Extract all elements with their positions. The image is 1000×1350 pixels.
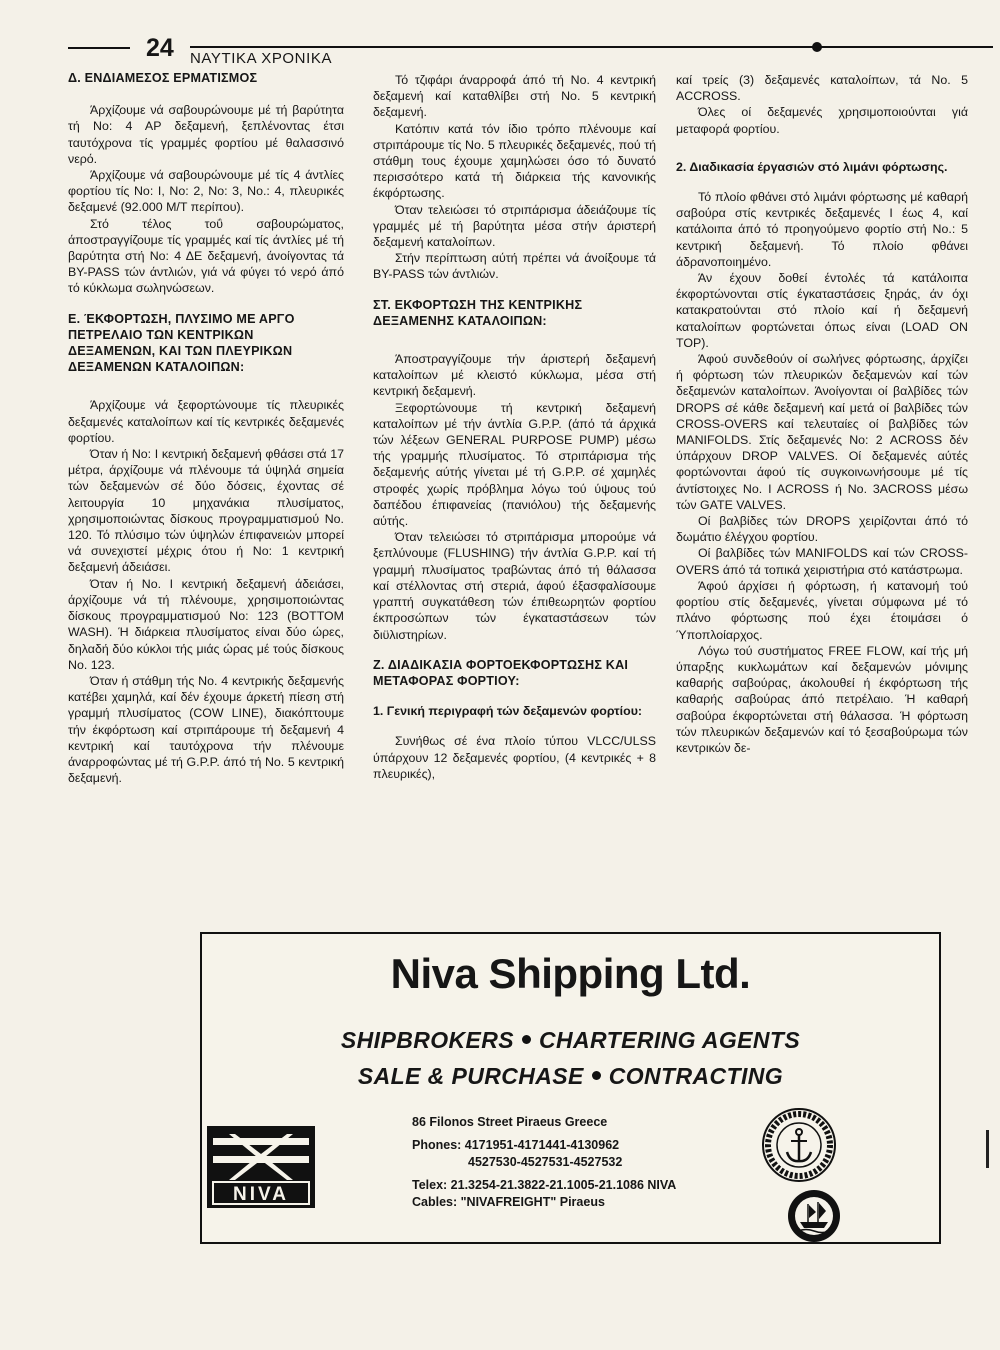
- paragraph: Άρχίζουμε νά ξεφορτώνουμε τίς πλευρικές δεξαμενές καταλοίπων καί τίς κεντρικές δεξαμενές φορτίου.: [68, 398, 344, 445]
- ad-telex: Telex: 21.3254-21.3822-21.1005-21.1086 NIVA: [412, 1178, 677, 1192]
- paragraph: Όταν τελειώσει τό στριπάρισμα μπορούμε νά ξεπλύνουμε (FLUSHING) τήν άντλία G.P.P. καί τή γραμμή πλυσίματος τραβώντας άπό τή θάλασσα καί στέλλοντας στή στεριά, άφού έξασφαλίσουμε γραπτή συγκατάθεση τών έπιθεωρητών φορτίου έκπροσώπων τών έγκαταστάσεων τών διϋλιστηρίων.: [373, 530, 656, 642]
- article-column-1: [68, 70, 344, 786]
- ad-service: CHARTERING AGENTS: [539, 1027, 801, 1053]
- ship-seal-icon: [786, 1188, 842, 1244]
- article-column-3: [676, 72, 968, 756]
- header-rule-right: [190, 46, 993, 48]
- header-dot: [812, 42, 822, 52]
- paragraph: καί τρείς (3) δεξαμενές καταλοίπων, τά Νο. 5 ACCROSS.: [676, 73, 968, 104]
- niva-logo: [205, 1124, 317, 1210]
- scan-edge-mark: [986, 1130, 989, 1168]
- advertisement-niva: [200, 932, 941, 1244]
- paragraph: Όταν τελειώσει τό στριπάρισμα άδειάζουμε τίς γραμμές μέ τή βαρύτητα μέσα στήν άριστερή δεξαμενή καταλοίπων.: [373, 202, 656, 250]
- ad-phones: Phones: 4171951-4171441-4130962: [412, 1138, 620, 1152]
- logo-text: NIVA: [233, 1184, 289, 1205]
- paragraph: Στό τέλος τοΰ σαβουρώματος, άποστραγγίζουμε τίς γραμμές καί τίς άντλίες μέ τή βαρύτητα στή Νο: 4 ΔΕ δεξαμενή, άνοίγοντας τά BY-PASS τών άντλιών, γιά νά φύγει τό νερό άπό τό κύκλωμα σωληνώσεων.: [68, 216, 344, 296]
- paragraph: Στήν περίπτωση αύτή πρέπει νά άνοίξουμε τά BY-PASS τών άντλιών.: [373, 251, 656, 282]
- article-column-2: [373, 72, 656, 782]
- section-heading-st: ΣΤ. ΕΚΦΟΡΤΩΣΗ ΤΗΣ ΚΕΝΤΡΙΚΗΣ ΔΕΞΑΜΕΝΗΣ ΚΑΤΑΛΟΙΠΩΝ:: [373, 297, 583, 328]
- paragraph: Άρχίζουμε νά σαβουρώνουμε μέ τή βαρύτητα τή Νο: 4 ΑΡ δεξαμενή, ξεπλένοντας έτσι ταυτόχρονα τίς γραμμές φορτίου μέ θαλασσινό νερό.: [68, 103, 344, 166]
- paragraph: Άφού συνδεθούν οί σωλήνες φόρτωσης, άρχίζει ή φόρτωση τών πλευρικών δεξαμενών καί τών δεξαμενών καταλοίπων. Άνοίγονται οί βαλβίδες τών DROPS σέ κάθε δεξαμενή καί μετά οί βαλβίδες τών CROSS-OVERS καί τελευταίες οί βαλβίδες τών MANIFOLDS. Στίς δεξαμενές Νο: 2 ACROSS δέν ύπάρχουν DROP VALVES. Οί δεξαμενές αύτές φορτώνονται άφού τίς συγκοινωνήσουμε μέ τίς άντίστοιχες Νο. I ACROSS ή Νο. 3ACROSS μέσω τών GATE VALVES.: [676, 352, 968, 512]
- paragraph: Κατόπιν κατά τόν ίδιο τρόπο πλένουμε καί στριπάρουμε τίς Νο. 5 πλευρικές δεξαμενές, πού τή στάθμη τους έχουμε χαμηλώσει όσο τό δυνατό περισσότερο κατά τή διάρκεια τής κανονικής έκφόρτωσης.: [373, 121, 656, 201]
- section-heading-z: Ζ. ΔΙΑΔΙΚΑΣΙΑ ΦΟΡΤΟΕΚΦΟΡΤΩΣΗΣ ΚΑΙ ΜΕΤΑΦΟΡΑΣ ΦΟΡΤΙΟΥ:: [373, 657, 629, 688]
- ad-services-line-1: [202, 1026, 939, 1054]
- ad-cables: Cables: "NIVAFREIGHT" Piraeus: [412, 1195, 605, 1209]
- section-heading-e: Ε. ΈΚΦΟΡΤΩΣΗ, ΠΛΥΣΙΜΟ ΜΕ ΑΡΓΟ ΠΕΤΡΕΛΑΙΟ ΤΩΝ ΚΕΝΤΡΙΚΩΝ ΔΕΞΑΜΕΝΩΝ, ΚΑΙ ΤΩΝ ΠΛΕΥΡΙΚΩΝ ΔΕΞΑΜΕΝΩΝ ΚΑΤΑΛΟΙΠΩΝ:: [68, 311, 295, 375]
- page-number: 24: [146, 34, 174, 62]
- paragraph: Όλες οί δεξαμενές χρησιμοποιούνται γιά μεταφορά φορτίου.: [676, 105, 968, 136]
- paragraph: Τό τζιφάρι άναρροφά άπό τή Νο. 4 κεντρική δεξαμενή καί καταθλίβει στή Νο. 5 κεντρική δεξαμενή.: [373, 73, 656, 120]
- paragraph: Τό πλοίο φθάνει στό λιμάνι φόρτωσης μέ καθαρή σαβούρα στίς κεντρικές δεξαμενές I έως 4, καί κατάλοιπα άπό τό προηγούμενο φορτίο στή Νο.: 5 κεντρική δεξαμενή. Τό πλοίο φθάνει άδρανοποιημένο.: [676, 190, 968, 269]
- ad-phones-cont: 4527530-4527531-4527532: [468, 1155, 623, 1169]
- ad-contact-block: [412, 1114, 676, 1211]
- ad-service: SALE & PURCHASE: [357, 1063, 584, 1089]
- paragraph: Όταν ή Νο. I κεντρική δεξαμενή άδειάσει, άρχίζουμε νά τή πλένουμε, χρησιμοποιώντας δίσκους προγραμματισμού Νο: 123 (BOTTOM WASH). Ή διάρκεια πλυσίματος είναι δύο ώρες, δηλαδή δύο κύκλοι τής μιάς ώρας μέ τούς δίσκους Νο. 123.: [68, 576, 344, 672]
- paragraph: Άρχίζουμε νά σαβουρώνουμε μέ τίς 4 άντλίες φορτίου τίς Νο: I, Νο: 2, Νο: 3, Νο.: 4, πλευρικές δεξαμενέ (92.000 Μ/Τ περίπου).: [68, 168, 344, 215]
- section-heading-d: Δ. ΕΝΔΙΑΜΕΣΟΣ ΕΡΜΑΤΙΣΜΟΣ: [68, 71, 258, 85]
- ad-company-name: Niva Shipping Ltd.: [390, 950, 751, 997]
- paragraph: Οί βαλβίδες τών DROPS χειρίζονται άπό τό δωμάτιο έλέγχου φορτίου.: [676, 514, 968, 545]
- bullet-icon: [522, 1035, 531, 1044]
- ad-service: SHIPBROKERS: [340, 1027, 514, 1053]
- subsection-heading-2: 2. Διαδικασία έργασιών στό λιμάνι φόρτωσης.: [676, 159, 948, 174]
- paragraph: Οί βαλβίδες τών MANIFOLDS καί τών CROSS-OVERS άπό τά τοπικά χειριστήρια στό κατάστρωμα.: [676, 546, 968, 577]
- ad-services-line-2: [202, 1062, 939, 1090]
- ad-service: CONTRACTING: [608, 1063, 784, 1089]
- ad-address: 86 Filonos Street Piraeus Greece: [412, 1115, 608, 1129]
- anchor-seal-icon: [760, 1106, 838, 1184]
- bullet-icon: [592, 1071, 601, 1080]
- header-rule-left: [68, 47, 130, 49]
- paragraph: Λόγω τού συστήματος FREE FLOW, καί τής μή ύπαρξης κυκλωμάτων καί δεξαμενών μόνιμης καθαρής σαβούρας, άκολουθεί ή έκφόρτωση τής καθαρής σαβούρας άπό πετρέλαιο. Ή καθαρή σαβούρα έκφορτώνεται στή θάλασσα. Ή φόρτωση τών πλευρικών δεξαμενών καί τό ξεσαβούρωμα τών κεντρικών δε-: [676, 643, 968, 755]
- paragraph: Άποστραγγίζουμε τήν άριστερή δεξαμενή καταλοίπων μέ κλειστό κύκλωμα, μέσα στή κεντρική δεξαμενή.: [373, 352, 656, 399]
- paragraph: Άφού άρχίσει ή φόρτωση, ή κατανομή τού φορτίου στίς δεξαμενές, γίνεται σύμφωνα μέ τό πλάνο φόρτωσης πού έχει έτοιμάσει ό Ύποπλοίαρχος.: [676, 578, 968, 642]
- paragraph: Ξεφορτώνουμε τή κεντρική δεξαμενή καταλοίπων μέ τήν άντλία G.P.P. (άπό τά άρχικά τών λέξεων GENERAL PURPOSE PUMP) μέσω τής γραμμής πλυσίματος. Τό στριπάρισμα τής δεξαμενής αύτής γίνεται μέ τή G.P.P. σέ χαμηλές στροφές χωρίς πρόβλημα λόγω τού ύψους τού δαπέδου έπιφανείας (πανιόλου) τής δεξαμενής αύτής.: [373, 400, 656, 529]
- paragraph: Όταν ή στάθμη τής Νο. 4 κεντρικής δεξαμενής κατέβει χαμηλά, καί δέν έχουμε άρκετή πίεση στή γραμμή πλυσίματος (COW LINE), διακόπτουμε τήν έκφόρτωση καί στριπάρουμε τή δεξαμενή 4 κεντρική καί ταυτόχρονα τήν πλένουμε άναρροφώντας μέ τή G.P.P. άπό τή Νο. 5 κεντρική δεξαμενή.: [68, 673, 344, 786]
- paragraph: Συνήθως σέ ένα πλοίο τύπου VLCC/ULSS ύπάρχουν 12 δεξαμενές φορτίου, (4 κεντρικές + 8 πλευρικές),: [373, 734, 656, 781]
- subsection-heading-1: 1. Γενική περιγραφή τών δεξαμενών φορτίου:: [373, 704, 643, 719]
- paragraph: Όταν ή Νο: I κεντρική δεξαμενή φθάσει στά 17 μέτρα, άρχίζουμε νά πλένουμε τά ύψηλά σημεία τών δεξαμενών σέ δύο δόσεις, έχοντας σέ λειτουργία 10 μηχανάκια πλυσίματος, χρησιμοποιώντας δίσκους προγραμματισμού Νο. 120. Τό πλύσιμο τών ύψηλών έπιφανειών μπορεί νά συνεχιστεί μέχρις ότου ή Νο: 1 κεντρική δεξαμενή άδειάσει.: [68, 447, 344, 575]
- publication-title: ΝΑΥΤΙΚΑ ΧΡΟΝΙΚΑ: [190, 50, 333, 67]
- paragraph: Άν έχουν δοθεί έντολές τά κατάλοιπα έκφορτώνονται στίς έγκαταστάσεις ξηράς, άν όχι κατακρατούνται στό πλοίο καί ή δεξαμενή καταλοίπων φορτώνεται όπως είναι (LOAD ON TOP).: [676, 271, 968, 350]
